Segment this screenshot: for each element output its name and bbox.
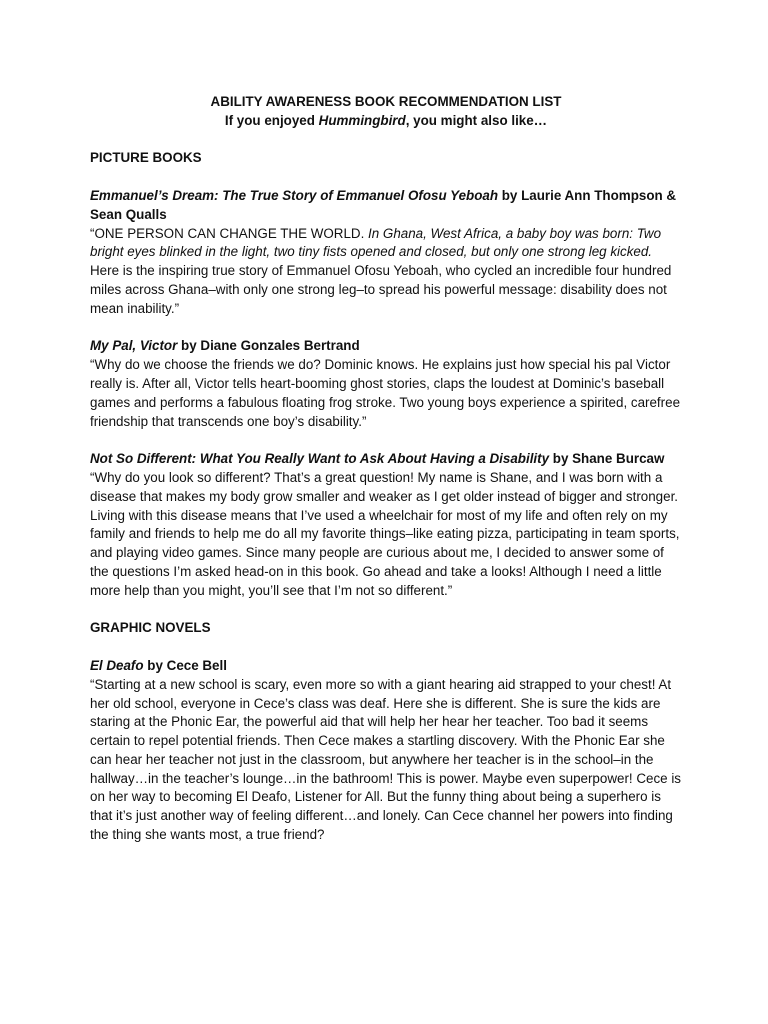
book-byline: by Diane Gonzales Bertrand xyxy=(177,338,360,354)
book-heading xyxy=(90,337,682,356)
document-subtitle xyxy=(90,112,682,131)
book-title: Emmanuel’s Dream: The True Story of Emmanuel Ofosu Yeboah xyxy=(90,187,499,203)
book-entry-not-so-different xyxy=(90,450,682,600)
subtitle-suffix: , you might also like… xyxy=(405,112,548,128)
subtitle-prefix: If you enjoyed xyxy=(224,112,319,128)
book-description xyxy=(90,225,682,319)
book-description: “Why do you look so different? That’s a great question! My name is Shane, and I was born with a disease that makes my body grow smaller and weaker as I get older instead of bigger and stronger. Living with this disease means that I’ve used a wheelchair for most of my life and often rely on my family and friends to help me do all my favorite things–like eating pizza, participating in team sports, and playing video games. Since many people are curious about me, I decided to answer some of the questions I’m asked head-on in this book. Go ahead and take a looks! Although I need a little more help than you might, you’ll see that I’m not so different.” xyxy=(90,469,680,598)
section-heading-graphic-novels: GRAPHIC NOVELS xyxy=(90,620,211,636)
document-title: ABILITY AWARENESS BOOK RECOMMENDATION LIST xyxy=(210,94,562,109)
book-byline: by Shane Burcaw xyxy=(549,451,665,467)
book-heading xyxy=(90,450,682,469)
book-entry-my-pal-victor xyxy=(90,337,682,431)
book-description: “Starting at a new school is scary, even more so with a giant hearing aid strapped to your chest! At her old school, everyone in Cece’s class was deaf. Here she is different. She is sure the kids are staring at the Phonic Ear, the powerful aid that will help her hear her teacher. Too bad it seems certain to repel potential friends. Then Cece makes a startling discovery. With the Phonic Ear she can hear her teacher not just in the classroom, but anywhere her teacher is in the school–in the hallway…in the teacher’s lounge…in the bathroom! This is power. Maybe even superpower! Cece is on her way to becoming El Deafo, Listener for All. But the funny thing about being a superhero is that it’s just another way of feeling different…and lonely. Can Cece channel her powers into finding the thing she wants most, a true friend? xyxy=(90,676,681,843)
book-heading xyxy=(90,657,682,676)
book-description-end: Here is the inspiring true story of Emmanuel Ofosu Yeboah, who cycled an incredible four hundred miles across Ghana–with only one strong leg–to spread his powerful message: disability does not mean inability.” xyxy=(90,263,672,316)
book-title: Not So Different: What You Really Want to Ask About Having a Disability xyxy=(90,451,550,467)
section-heading-picture-books: PICTURE BOOKS xyxy=(90,150,202,166)
book-byline: by Cece Bell xyxy=(143,657,227,673)
book-entry-emmanuels-dream xyxy=(90,187,682,319)
book-heading xyxy=(90,187,682,225)
document-page xyxy=(90,93,682,864)
book-description: “Why do we choose the friends we do? Dominic knows. He explains just how special his pal Victor really is. After all, Victor tells heart-booming ghost stories, claps the loudest at Dominic’s baseball games and performs a fabulous floating frog stroke. Two young boys experience a spirited, carefree friendship that transcends one boy’s disability.” xyxy=(90,357,681,429)
book-entry-el-deafo xyxy=(90,657,682,845)
book-description-quote: In Ghana, West Africa, a baby boy was born: Two bright eyes blinked in the light, two tiny fists opened and closed, but only one strong leg kicked. xyxy=(90,225,662,260)
subtitle-book-title: Hummingbird xyxy=(318,112,406,128)
book-title: El Deafo xyxy=(90,657,144,673)
book-byline: by Laurie Ann Thompson & Sean Qualls xyxy=(90,187,677,222)
book-title: My Pal, Victor xyxy=(90,338,178,354)
book-description-start: “ONE PERSON CAN CHANGE THE WORLD. xyxy=(90,225,369,241)
